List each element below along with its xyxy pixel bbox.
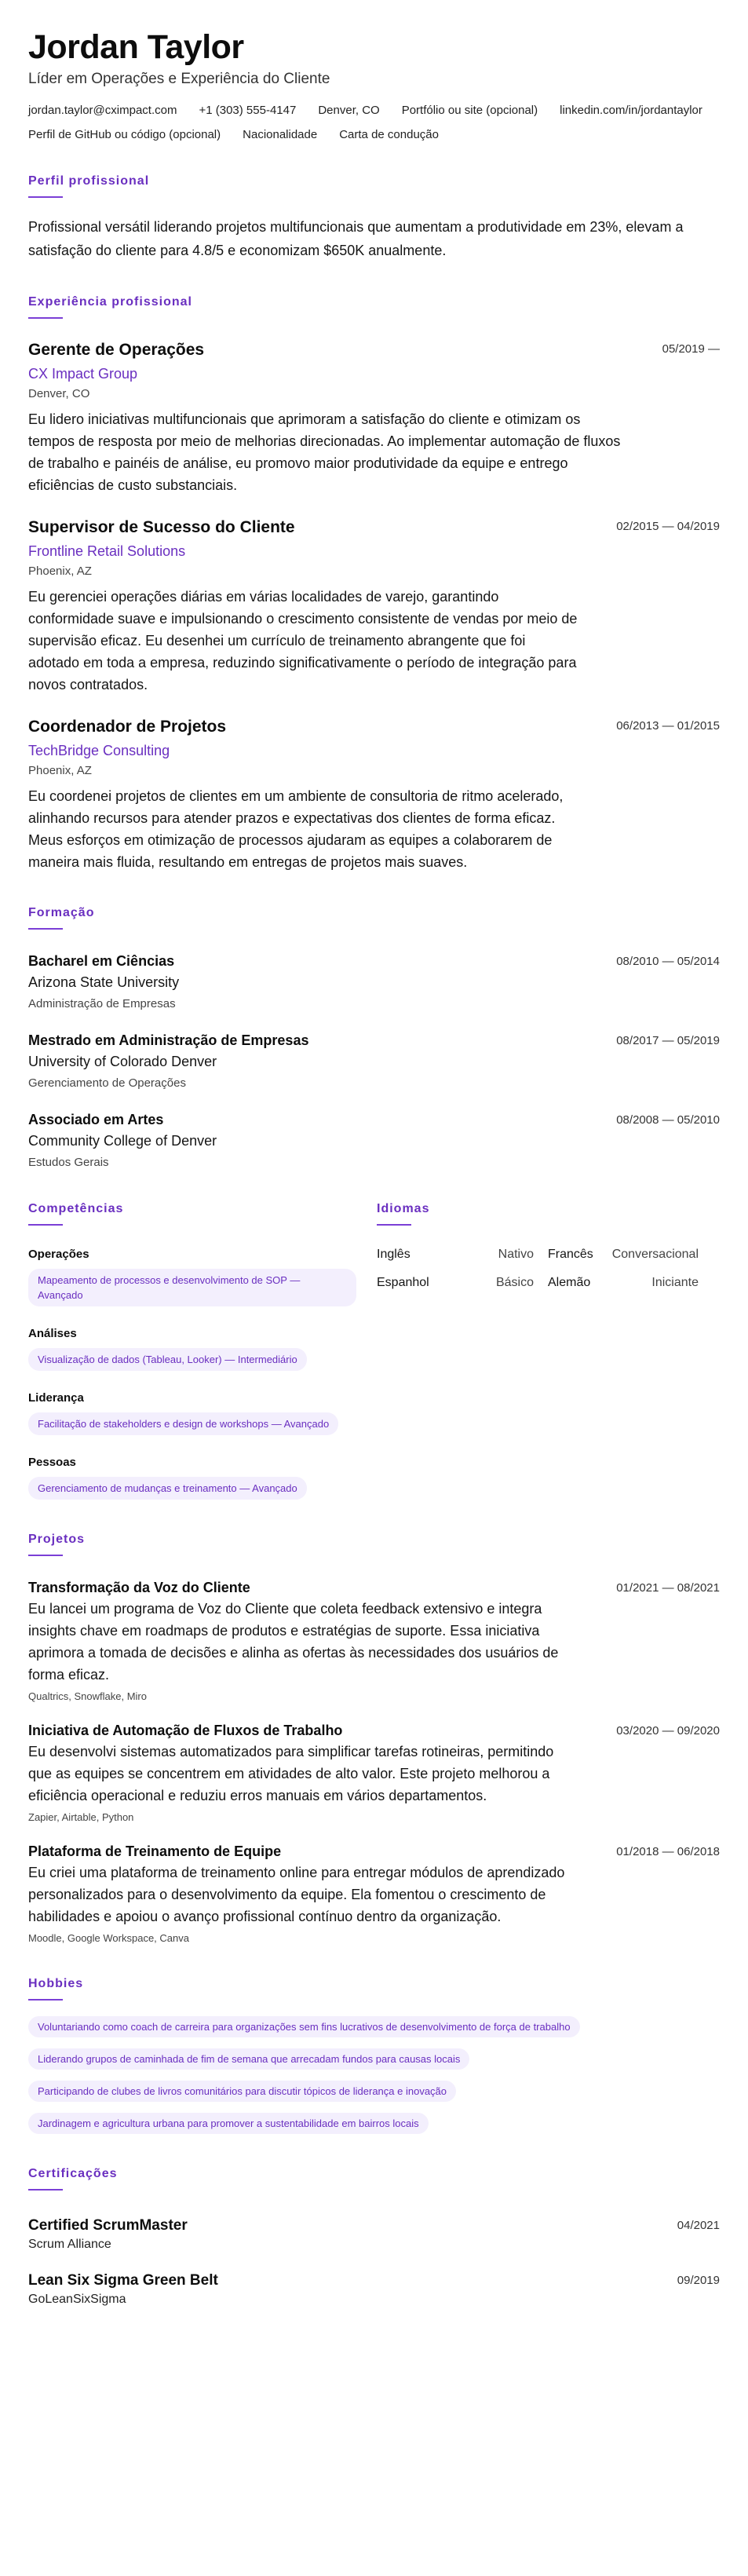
section-title-certifications: Certificações (28, 2167, 118, 2180)
experience-role: Coordenador de Projetos (28, 718, 227, 736)
education-item (28, 953, 720, 1010)
experience-section (28, 295, 720, 873)
language-level: Conversacional (611, 1248, 699, 1261)
hobby-list (28, 2016, 720, 2134)
experience-description: Eu gerenciei operações diárias em várias localidades de varejo, garantindo conformidade suave e impulsionando o crescimento consistente de vendas por meio de supervisão eficaz. Eu desenhei um currículo de treinamento abrangente que foi adotado em toda a empresa, reduzindo significativamente o período de integração para novos contratados. (28, 589, 578, 692)
education-degree: Bacharel em Ciências (28, 953, 175, 969)
certification-name: Certified ScrumMaster (28, 2217, 188, 2234)
section-divider (377, 1224, 411, 1226)
certification-issuer: GoLeanSixSigma (28, 2293, 126, 2306)
contact-list (28, 104, 719, 141)
project-name: Iniciativa de Automação de Fluxos de Trabalho (28, 1723, 343, 1738)
language-row (377, 1276, 699, 1290)
experience-dates: 02/2015 — 04/2019 (616, 520, 720, 533)
section-title-languages: Idiomas (377, 1202, 430, 1215)
experience-description: Eu coordenei projetos de clientes em um ambiente de consultoria de ritmo acelerado, alinhando recursos para atender prazos e expectativas dos clientes de forma eficaz. Meus esforços em otimização de processos ajudaram as equipes a colaborarem de maneira mais fluida, resultando em entregas de projetos mais suaves. (28, 788, 564, 870)
experience-location: Denver, CO (28, 387, 90, 400)
project-item (28, 1580, 720, 1702)
profile-section (28, 174, 720, 262)
education-dates: 08/2017 — 05/2019 (616, 1034, 720, 1047)
experience-item (28, 718, 720, 873)
section-divider (28, 928, 63, 930)
contact-nationality: Nacionalidade (243, 128, 318, 141)
certification-item (28, 2272, 720, 2307)
section-divider (28, 317, 63, 319)
education-dates: 08/2008 — 05/2010 (616, 1113, 720, 1127)
section-title-hobbies: Hobbies (28, 1977, 84, 1990)
education-field: Gerenciamento de Operações (28, 1076, 186, 1090)
education-field: Estudos Gerais (28, 1156, 109, 1169)
education-section (28, 906, 720, 1169)
education-school: University of Colorado Denver (28, 1054, 217, 1069)
project-dates: 01/2021 — 08/2021 (616, 1581, 720, 1595)
project-tech: Qualtrics, Snowflake, Miro (28, 1690, 147, 1702)
project-item (28, 1843, 720, 1944)
hobbies-section (28, 1977, 720, 2134)
section-divider (28, 2189, 63, 2191)
hobby-chip: Liderando grupos de caminhada de fim de semana que arrecadam fundos para causas locais (28, 2048, 469, 2070)
skills-languages-row (28, 1202, 720, 1500)
candidate-headline: Líder em Operações e Experiência do Cliente (28, 71, 330, 87)
skill-group (28, 1456, 356, 1500)
language-name: Inglês (377, 1248, 410, 1261)
language-level: Nativo (498, 1248, 534, 1261)
contact-phone[interactable]: +1 (303) 555-4147 (199, 104, 297, 117)
education-school: Community College of Denver (28, 1133, 217, 1149)
section-title-education: Formação (28, 906, 95, 919)
experience-dates: 05/2019 — (662, 342, 720, 356)
certification-date: 04/2021 (677, 2219, 720, 2232)
education-field: Administração de Empresas (28, 997, 176, 1010)
experience-description: Eu lidero iniciativas multifuncionais que aprimoram a satisfação do cliente e otimizam os tempos de resposta por meio de melhorias direcionadas. Ao implementar automação de fluxos de trabalho e painéis de análise, eu promovo maior produtividade da equipe e entrego eficiências de custo substanciais. (28, 411, 621, 493)
hobby-chip: Participando de clubes de livros comunitários para discutir tópicos de liderança e inovação (28, 2081, 456, 2102)
skill-chip: Facilitação de stakeholders e design de workshops — Avançado (28, 1412, 338, 1435)
experience-role: Gerente de Operações (28, 341, 205, 359)
project-dates: 01/2018 — 06/2018 (616, 1845, 720, 1858)
resume-header (28, 28, 720, 141)
section-title-profile: Perfil profissional (28, 174, 150, 188)
experience-role: Supervisor de Sucesso do Cliente (28, 518, 295, 536)
contact-linkedin[interactable]: linkedin.com/in/jordantaylor (560, 104, 702, 117)
project-description: Eu desenvolvi sistemas automatizados para simplificar tarefas rotineiras, permitindo que as equipes se concentrem em atividades de alto valor. Este projeto melhorou a eficiência operacional e reduziu erros manuais em vários departamentos. (28, 1744, 554, 1803)
hobby-chip: Voluntariando como coach de carreira para organizações sem fins lucrativos de desenvolvimento de força de trabalho (28, 2016, 580, 2037)
language-name: Espanhol (377, 1276, 429, 1289)
education-item (28, 1112, 720, 1169)
language-level: Iniciante (651, 1276, 699, 1289)
experience-dates: 06/2013 — 01/2015 (616, 719, 720, 733)
hobby-chip: Jardinagem e agricultura urbana para promover a sustentabilidade em bairros locais (28, 2113, 429, 2134)
section-title-experience: Experiência profissional (28, 295, 192, 309)
contact-github[interactable]: Perfil de GitHub ou código (opcional) (28, 128, 221, 141)
certification-name: Lean Six Sigma Green Belt (28, 2272, 218, 2289)
contact-portfolio[interactable]: Portfólio ou site (opcional) (401, 104, 538, 117)
section-divider (28, 196, 63, 198)
languages-section (377, 1202, 699, 1500)
education-degree: Mestrado em Administração de Empresas (28, 1032, 309, 1048)
language-list (377, 1248, 699, 1290)
project-description: Eu criei uma plataforma de treinamento online para entregar módulos de aprendizado personalizados para o desenvolvimento da equipe. Ela fomentou o crescimento de habilidades e apoiou o avanço profissional contínuo dentro da organização. (28, 1865, 565, 1924)
skills-section (28, 1202, 356, 1500)
project-name: Transformação da Voz do Cliente (28, 1580, 250, 1595)
skill-group (28, 1391, 356, 1435)
skill-chip: Visualização de dados (Tableau, Looker) — Intermediário (28, 1348, 307, 1371)
language-row (377, 1248, 699, 1262)
experience-item (28, 341, 720, 496)
language-name: Alemão (548, 1276, 591, 1289)
experience-location: Phoenix, AZ (28, 565, 92, 578)
profile-summary: Profissional versátil liderando projetos multifuncionais que aumentam a produtividade em 23%, elevam a satisfação do cliente para 4.8/5 e economizam $650K anualmente. (28, 219, 684, 258)
project-name: Plataforma de Treinamento de Equipe (28, 1843, 282, 1859)
skill-group (28, 1327, 356, 1371)
section-divider (28, 1224, 63, 1226)
projects-section (28, 1533, 720, 1944)
project-description: Eu lancei um programa de Voz do Cliente que coleta feedback extensivo e integra insights chave em roadmaps de produtos e estratégias de suporte. Essa iniciativa aprimora a tomada de decisões e alinha as ofertas às necessidades dos usuários de forma eficaz. (28, 1601, 559, 1683)
contact-email[interactable]: jordan.taylor@cximpact.com (28, 104, 177, 117)
certification-issuer: Scrum Alliance (28, 2238, 111, 2251)
section-title-projects: Projetos (28, 1533, 86, 1546)
language-level: Básico (495, 1276, 534, 1289)
skill-group-name: Operações (28, 1248, 89, 1261)
skill-group-name: Liderança (28, 1391, 84, 1405)
education-item (28, 1032, 720, 1090)
experience-item (28, 518, 720, 696)
project-tech: Zapier, Airtable, Python (28, 1811, 134, 1823)
experience-company: TechBridge Consulting (28, 743, 170, 758)
section-divider (28, 1999, 63, 2001)
skill-group-name: Análises (28, 1327, 77, 1340)
certification-date: 09/2019 (677, 2274, 720, 2287)
experience-location: Phoenix, AZ (28, 764, 92, 777)
section-divider (28, 1555, 63, 1556)
candidate-name: Jordan Taylor (28, 28, 244, 66)
skill-chip: Mapeamento de processos e desenvolvimento de SOP — Avançado (28, 1269, 356, 1306)
education-degree: Associado em Artes (28, 1112, 164, 1127)
skill-group-name: Pessoas (28, 1456, 76, 1469)
certifications-section (28, 2167, 720, 2307)
certification-item (28, 2217, 720, 2252)
skill-chip: Gerenciamento de mudanças e treinamento — Avançado (28, 1477, 307, 1500)
language-name: Francês (548, 1248, 593, 1261)
skill-group (28, 1248, 356, 1306)
experience-company: CX Impact Group (28, 366, 138, 382)
experience-company: Frontline Retail Solutions (28, 543, 186, 559)
project-item (28, 1723, 720, 1823)
project-tech: Moodle, Google Workspace, Canva (28, 1932, 189, 1944)
education-dates: 08/2010 — 05/2014 (616, 955, 720, 968)
section-title-skills: Competências (28, 1202, 124, 1215)
contact-location: Denver, CO (318, 104, 380, 117)
contact-driving-license: Carta de condução (339, 128, 439, 141)
education-school: Arizona State University (28, 974, 180, 990)
project-dates: 03/2020 — 09/2020 (616, 1724, 720, 1737)
